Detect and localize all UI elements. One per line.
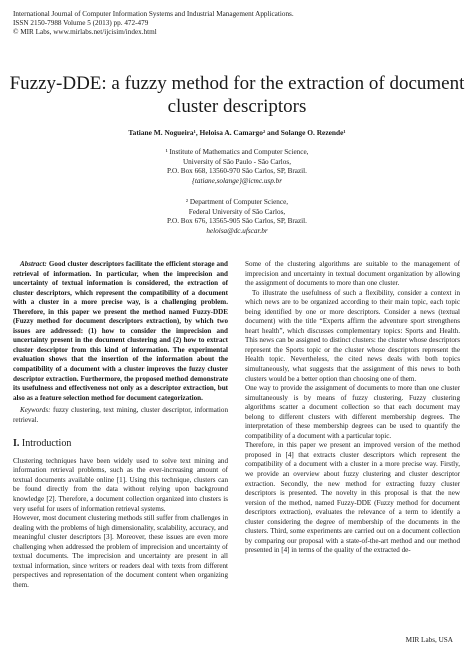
section-heading [13,439,228,449]
paper-title: Fuzzy-DDE: a fuzzy method for the extraction of document cluster descriptors [9,73,465,117]
keywords [13,406,228,425]
page-footer: MIR Labs, USA [405,636,453,644]
body-paragraph: However, most document clustering methods still suffer from challenges in dealing with the problems of high dimensionality, scalability, accuracy, and meaningful cluster descriptors [3]. Moreover, these issues are even more challenging when addressed the problem of imprecision and uncertainty of textual documents. The imprecision and uncertainty are present in all textual information, since writers or readers deal with texts from different perspectives and representation of the document content when organizing them. [13,514,228,589]
section-number: I. [13,438,20,450]
right-column [245,260,460,556]
abstract [13,260,228,403]
issn-line: ISSN 2150-7988 Volume 5 (2013) pp. 472-479 [13,19,149,27]
body-paragraph: To illustrate the usefulness of such a flexibility, consider a context in which news are to be organized according to their main topic, each topic being identified by one or more descriptors. Consider a news (textual document) with the title “Experts affirm the adventure sport strengthens heart health”, which discusses complementary topics: Sports and Health. This news can be assigned to distinct clusters: the cluster whose descriptors represent the Sports topic or the cluster whose descriptors represent the Health topic. Nevertheless, the cited news deals with both topics simultaneously, what suggests that the assignment of this news to both clusters would be a better option than choosing one of them. [245,288,460,383]
keywords-label: Keywords: [20,406,51,415]
body-paragraph: Therefore, in this paper we present an improved version of the method proposed in [4] that extracts cluster descriptors which represent the compatibility of a document with a cluster in a more precise way. Firstly, we provide an overview about fuzzy clustering and cluster descriptor extraction. Secondly, the new method for extracting fuzzy cluster descriptors is presented. The novelty in this proposal is that the new version of the method, named Fuzzy-DDE (Fuzzy method for document descriptors extraction), evaluates the relevance of a term to identify a cluster considering the degree of membership of the documents in the clusters. Third, some experiments are carried out on a document collection by comparing our proposal with a state-of-the-art method and our method presented in [4] in terms of the quality of the extracted de- [245,441,460,555]
affiliation-line: University of São Paulo - São Carlos, [182,157,291,166]
affiliation-line: P.O. Box 676, 13565-905 São Carlos, SP, Brazil. [167,217,307,225]
abstract-label: Abstract: [20,260,47,268]
body-paragraph: Some of the clustering algorithms are suitable to the management of imprecision and uncertainty in textual document organization by allowing the assignment of documents to more than one cluster. [245,260,460,288]
affiliation-email: {tatiane,solange}@icmc.usp.br [191,176,283,185]
body-paragraph: Clustering techniques have been widely used to solve text mining and information retrieval problems, such as the ever-increasing amount of textual documents available online [1]. Using this technique, clusters can be found directly from the data without relying upon background knowledge [2]. Therefore, a document collection organized into clusters is very useful for users of information retrieval systems. [13,456,228,513]
author-list: Tatiane M. Nogueira¹, Heloisa A. Camargo² and Solange O. Rezende¹ [128,128,346,137]
body-paragraph: One way to provide the assignment of documents to more than one cluster simultaneously is by means of fuzzy clustering. Fuzzy clustering algorithms scatter a document collection so that each document may belong to different clusters with different membership degrees. The interpretation of these membership degrees can be used to quantify the compatibility of a document with a particular topic. [245,384,460,440]
affiliation-line: ¹ Institute of Mathematics and Computer Science, [165,148,309,156]
affiliation-line: Federal University of São Carlos, [188,207,286,216]
publisher-line: © MIR Labs, www.mirlabs.net/ijcisim/index.html [13,28,157,36]
affiliation-line: P.O. Box 668, 13560-970 São Carlos, SP, Brazil. [167,167,307,175]
journal-name: International Journal of Computer Information Systems and Industrial Management Applications. [13,10,294,18]
left-column [13,260,228,591]
keywords-text: fuzzy clustering, text mining, cluster descriptor, information retrieval. [13,406,228,424]
affiliation-line: ² Department of Computer Science, [185,198,289,206]
affiliation-1 [0,148,474,186]
affiliation-2 [0,198,474,236]
journal-header [13,10,294,37]
section-title: Introduction [21,438,72,450]
affiliation-email: heloisa@dc.ufscar.br [206,226,268,235]
abstract-text: Good cluster descriptors facilitate the efficient storage and retrieval of information. In particular, when the imprecision and uncertainty of textual information is considered, the extraction of cluster descriptors, which represent the compatibility of a document with a cluster in a more precise way, is a challenging problem. Therefore, in this paper we present the method named Fuzzy-DDE (Fuzzy method for document descriptors extraction), by which two issues are addressed: (1) how to consider the imprecision and uncertainty present in the document clustering and (2) how to extract cluster descriptor from this kind of information. The experimental evaluation shows that the insertion of the information about the compatibility of a document with a cluster improves the fuzzy cluster descriptor extraction. Furthermore, the proposed method demonstrate its usefulness and effectiveness not only as a descriptor extraction, but also as a feature selection method for document categorization. [13,260,228,402]
